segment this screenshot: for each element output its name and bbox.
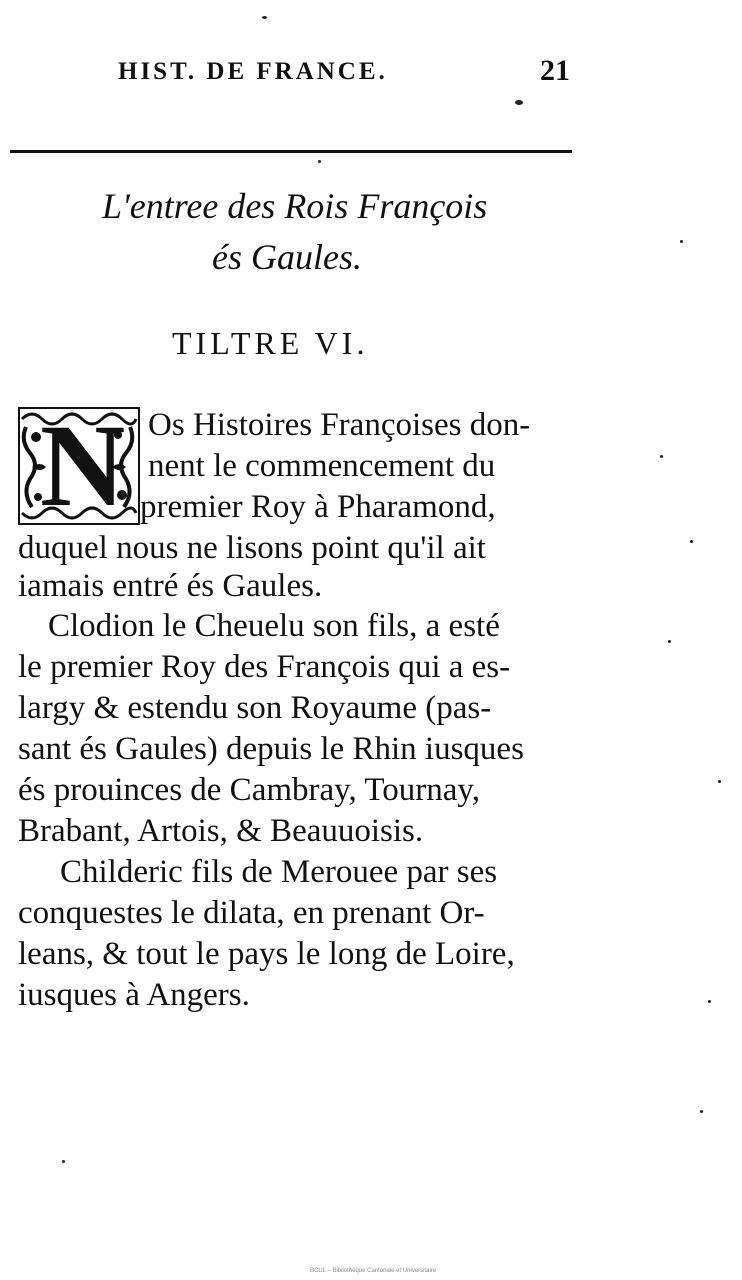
scan-speck xyxy=(668,640,671,643)
scan-speck xyxy=(660,455,663,458)
scan-speck xyxy=(318,160,321,163)
text-line: Os Histoires Françoises don- xyxy=(148,407,531,443)
chapter-subheading: TILTRE VI. xyxy=(172,325,369,361)
chapter-title-line-1: L'entree des Rois François xyxy=(102,186,488,226)
text-line: leans, & tout le pays le long de Loire, xyxy=(18,936,515,972)
scan-speck xyxy=(718,780,721,783)
text-line: premier Roy à Pharamond, xyxy=(140,489,496,525)
scan-speck xyxy=(690,540,693,543)
running-header xyxy=(90,54,590,94)
text-line: Clodion le Cheuelu son fils, a esté xyxy=(48,608,500,644)
scan-speck xyxy=(708,1000,711,1003)
text-line: iamais entré és Gaules. xyxy=(18,568,323,604)
text-line: iusques à Angers. xyxy=(18,977,250,1013)
chapter-title-line-2: és Gaules. xyxy=(212,237,362,277)
scan-speck xyxy=(62,1160,65,1163)
scan-speck xyxy=(262,16,267,19)
text-line: és prouinces de Cambray, Tournay, xyxy=(18,772,480,808)
text-line: Brabant, Artois, & Beauuoisis. xyxy=(18,813,424,849)
scan-speck xyxy=(515,100,523,105)
running-title: HIST. DE FRANCE. xyxy=(118,58,388,85)
decorated-initial xyxy=(18,400,140,531)
text-line: nent le commencement du xyxy=(148,448,496,484)
scan-imprint: BCUL – Bibliothèque Cantonale et Universitaire xyxy=(310,1268,437,1274)
page-number: 21 xyxy=(540,54,570,87)
drop-cap-letter: N xyxy=(40,400,126,531)
text-line: sant és Gaules) depuis le Rhin iusques xyxy=(18,731,524,767)
text-line: duquel nous ne lisons point qu'il ait xyxy=(18,530,486,566)
text-line: Childeric fils de Merouee par ses xyxy=(60,854,498,890)
scan-speck xyxy=(680,240,683,243)
text-line: largy & estendu son Royaume (pas- xyxy=(18,690,492,726)
text-line: le premier Roy des François qui a es- xyxy=(18,649,511,685)
scan-speck xyxy=(700,1110,703,1113)
text-line: conquestes le dilata, en prenant Or- xyxy=(18,895,485,931)
header-rule xyxy=(10,150,572,153)
